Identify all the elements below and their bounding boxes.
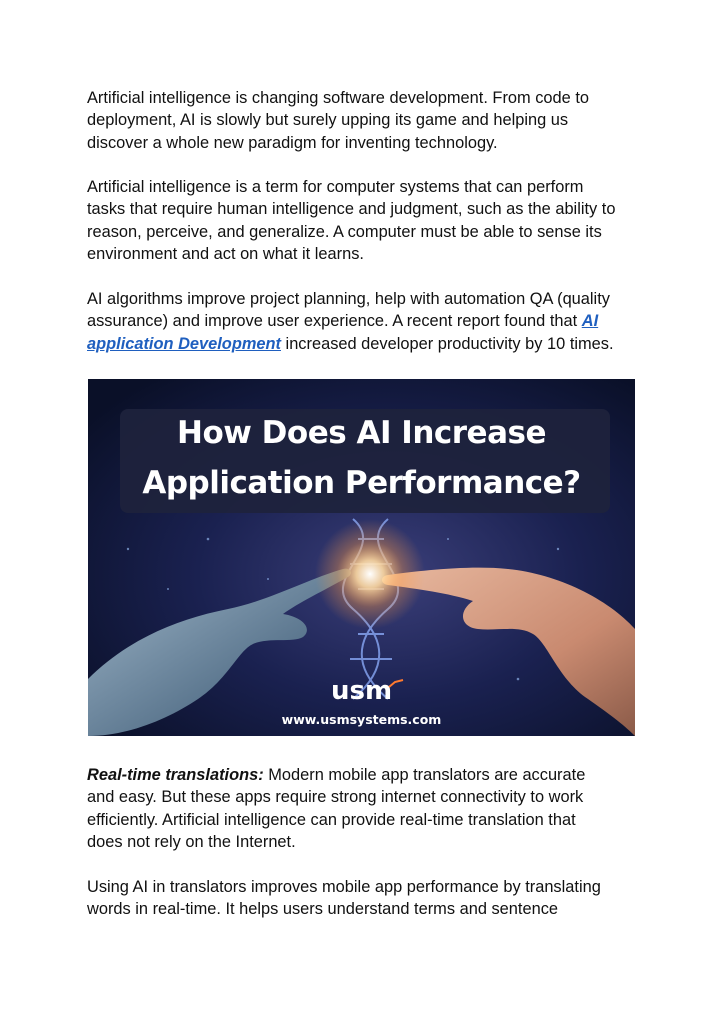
text-line: Using AI in translators improves mobile app performance by translating xyxy=(87,878,601,896)
text-line: environment and act on what it learns. xyxy=(87,245,364,264)
article-banner-image xyxy=(88,379,635,736)
text-line: reason, perceive, and generalize. A computer must be able to sense its xyxy=(87,222,602,241)
text-line: tasks that require human intelligence and judgment, such as the ability to xyxy=(87,200,616,219)
paragraph-algorithms xyxy=(87,288,647,355)
paragraph-translations xyxy=(87,764,647,854)
text-span: increased developer productivity by 10 times. xyxy=(281,334,614,353)
banner-website: www.usmsystems.com xyxy=(281,712,442,727)
text-line: Artificial intelligence is a term for computer systems that can perform xyxy=(87,178,584,196)
banner-title-line-2: Application Performance? xyxy=(142,465,581,501)
ai-development-link-continued[interactable]: application Development xyxy=(87,334,281,353)
paragraph-translator-performance xyxy=(87,876,647,921)
logo-swoosh-icon xyxy=(388,679,404,689)
text-span: assurance) and improve user experience. A recent report found that xyxy=(87,312,582,331)
text-line xyxy=(87,310,647,332)
text-line: does not rely on the Internet. xyxy=(87,833,296,852)
text-line xyxy=(87,333,647,355)
text-line: words in real-time. It helps users understand terms and sentence xyxy=(87,900,559,919)
paragraph-intro xyxy=(87,87,647,154)
text-span: Modern mobile app translators are accurate xyxy=(263,766,586,784)
text-line: discover a whole new paradigm for inventing technology. xyxy=(87,133,498,152)
touch-glow-icon xyxy=(315,519,425,629)
text-line: efficiently. Artificial intelligence can provide real-time translation that xyxy=(87,810,576,829)
ai-development-link[interactable]: AI xyxy=(581,312,599,331)
text-line xyxy=(87,764,647,786)
text-line: Artificial intelligence is changing software development. From code to xyxy=(87,89,589,107)
usm-logo: usm xyxy=(330,676,393,706)
section-lead-label: Real-time translations: xyxy=(87,766,264,784)
text-line: AI algorithms improve project planning, help with automation QA (quality xyxy=(87,290,610,308)
paragraph-definition xyxy=(87,176,647,266)
text-line: and easy. But these apps require strong internet connectivity to work xyxy=(87,788,584,807)
text-line: deployment, AI is slowly but surely upping its game and helping us xyxy=(87,111,569,130)
banner-title-line-1: How Does AI Increase xyxy=(177,415,546,451)
